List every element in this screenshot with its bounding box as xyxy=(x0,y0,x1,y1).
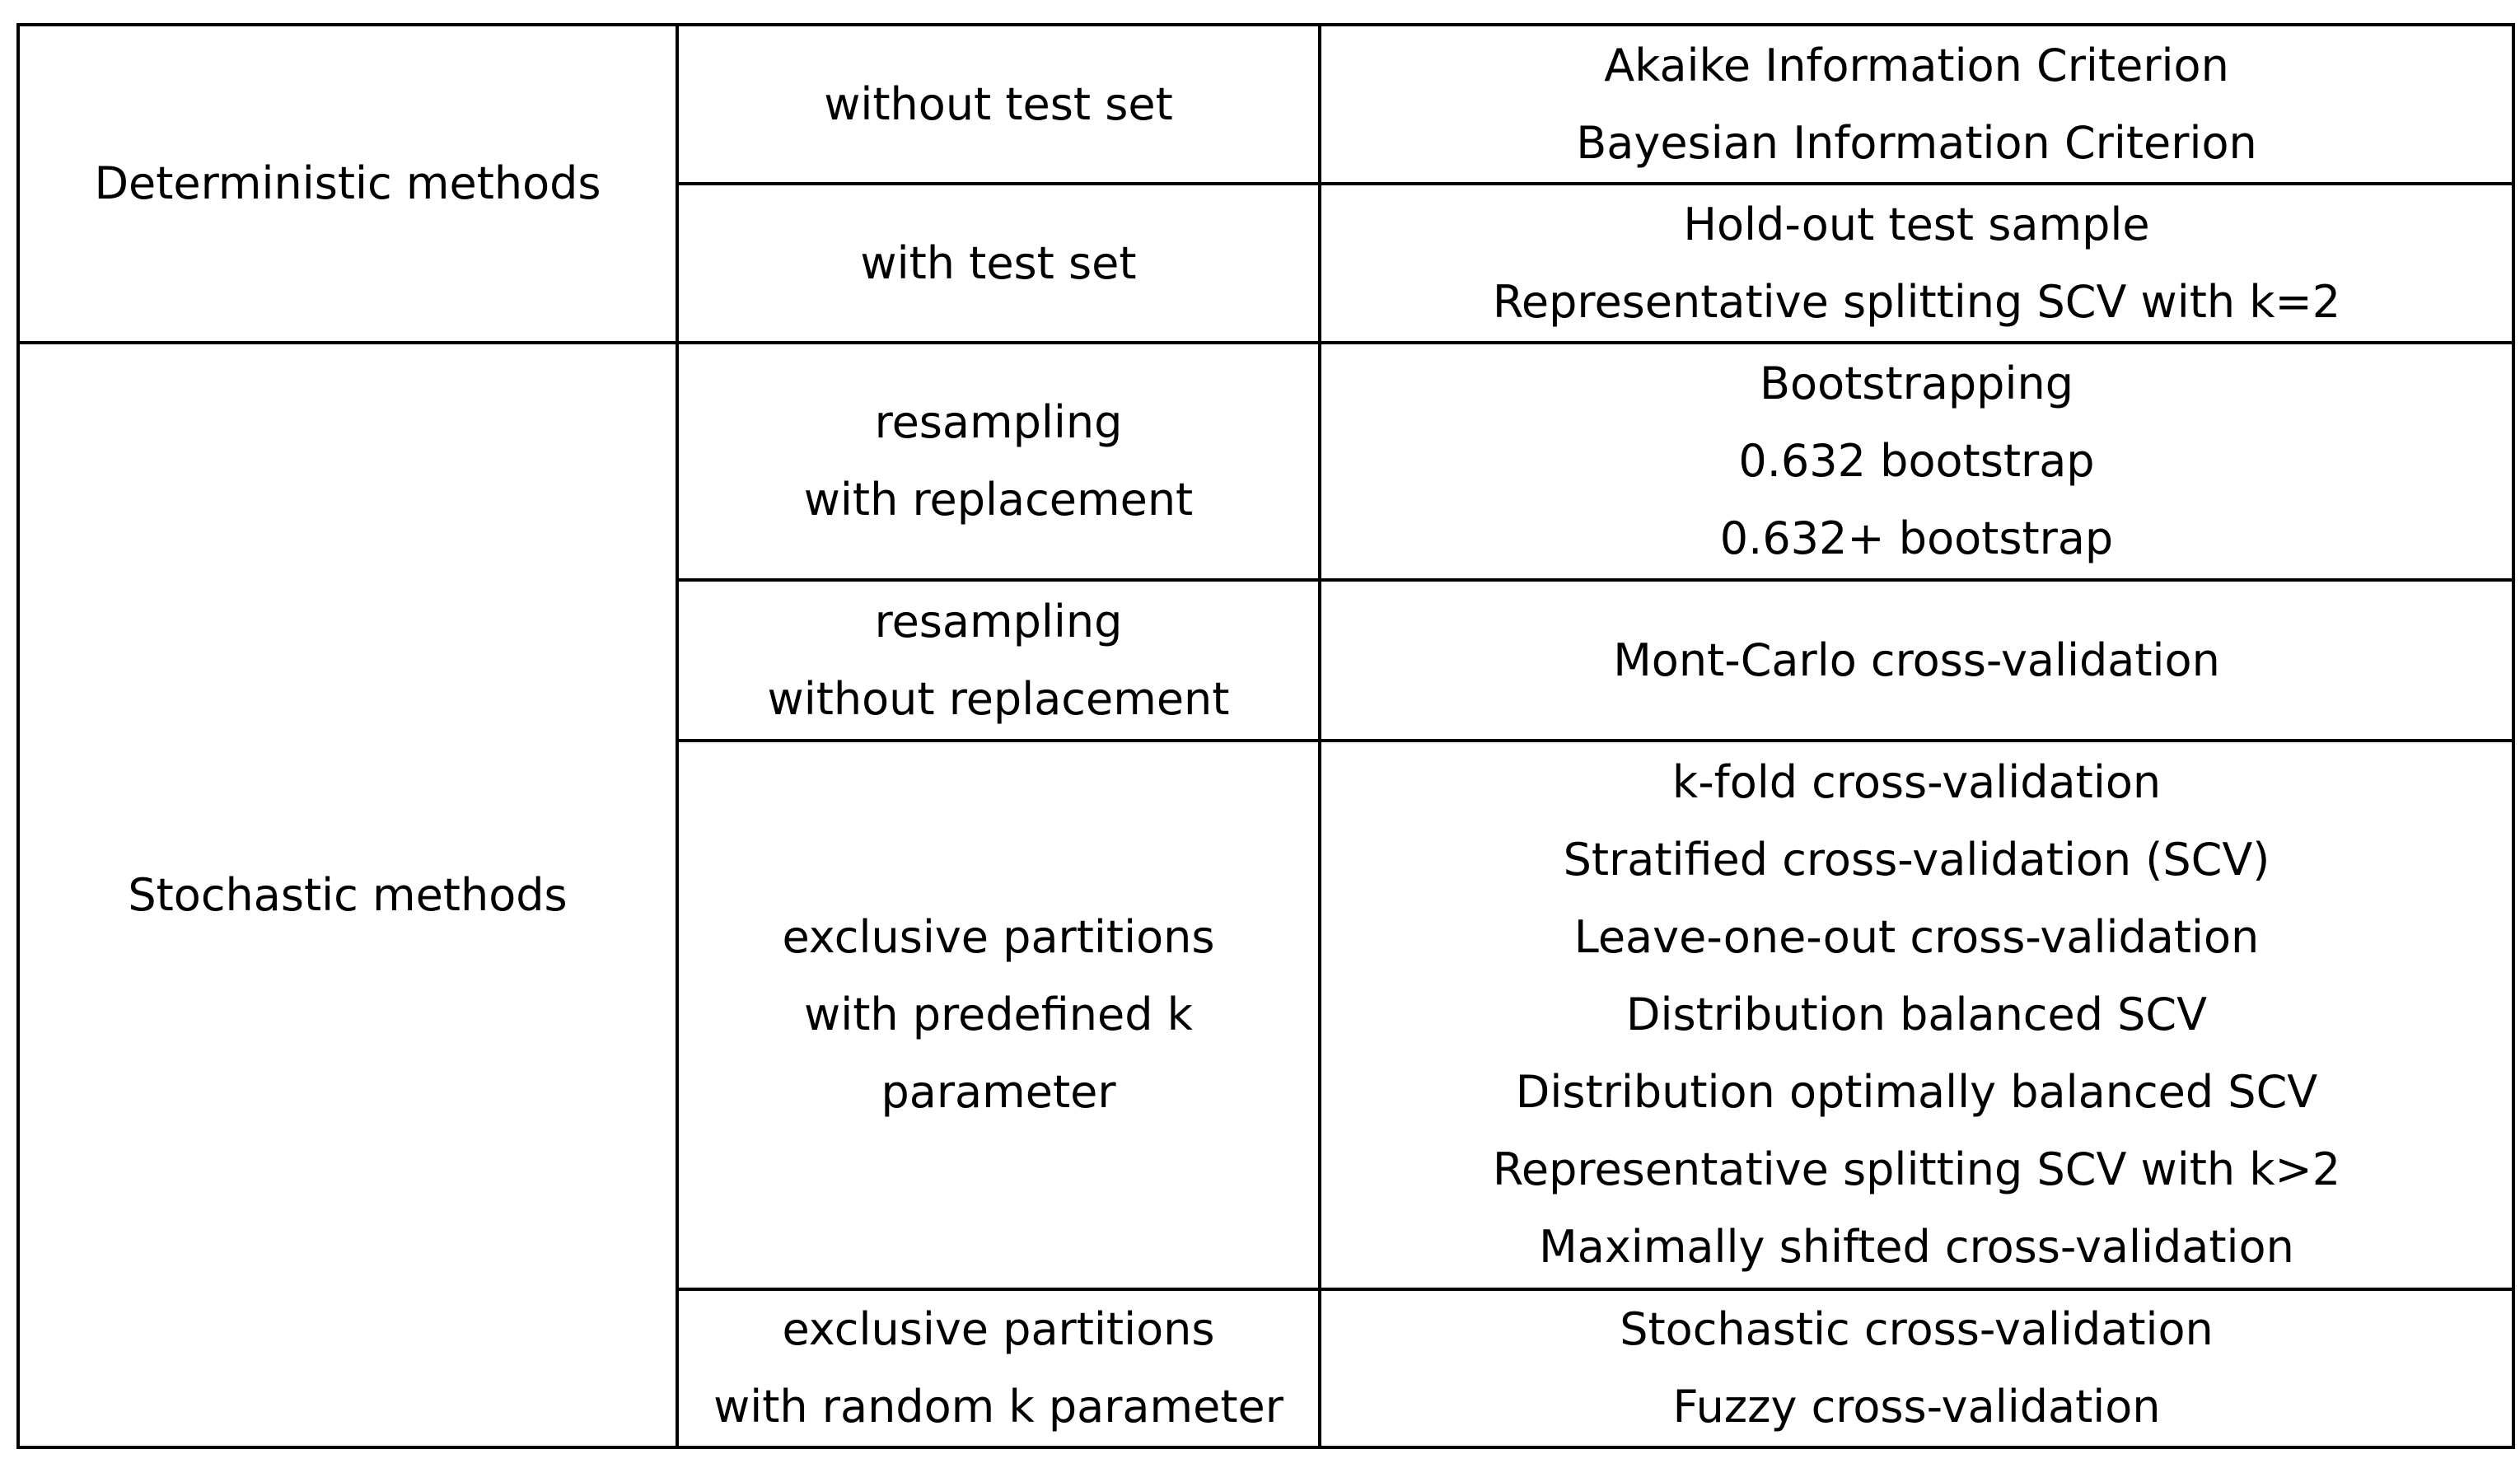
method-label: Hold-out test sample xyxy=(1683,198,2150,250)
subcategory-cell xyxy=(677,741,1320,1289)
table-row xyxy=(18,25,2513,184)
subcategory-label: with test set xyxy=(860,236,1137,289)
subcategory-label: without test set xyxy=(824,77,1173,130)
method-label: Stratified cross-validation (SCV) xyxy=(1563,834,2270,886)
category-cell-stochastic xyxy=(18,343,677,1447)
subcategory-label: resampling xyxy=(874,595,1123,648)
subcategory-label: without replacement xyxy=(767,672,1230,725)
subcategory-cell xyxy=(677,1289,1320,1447)
category-label: Deterministic methods xyxy=(94,157,601,209)
method-label: 0.632 bootstrap xyxy=(1738,435,2095,487)
methods-cell xyxy=(1320,1289,2513,1447)
subcategory-label: with replacement xyxy=(803,474,1194,526)
subcategory-label: with predefined k xyxy=(804,989,1193,1040)
subcategory-cell xyxy=(677,25,1320,184)
methods-cell xyxy=(1320,25,2513,184)
method-label: Representative splitting SCV with k>2 xyxy=(1492,1143,2341,1195)
subcategory-cell xyxy=(677,343,1320,580)
methods-cell xyxy=(1320,741,2513,1289)
subcategory-label: resampling xyxy=(874,396,1123,448)
methods-cell xyxy=(1320,184,2513,343)
method-label: Fuzzy cross-validation xyxy=(1672,1381,2161,1433)
subcategory-label: parameter xyxy=(881,1066,1116,1118)
method-label: Stochastic cross-validation xyxy=(1620,1303,2214,1355)
subcategory-label: with random k parameter xyxy=(713,1381,1283,1433)
subcategory-cell xyxy=(677,184,1320,343)
methods-table xyxy=(16,23,2515,1449)
method-label: Distribution optimally balanced SCV xyxy=(1515,1066,2318,1118)
method-label: k-fold cross-validation xyxy=(1671,756,2162,808)
method-label: Maximally shifted cross-validation xyxy=(1539,1221,2294,1273)
methods-cell xyxy=(1320,580,2513,741)
method-label: Mont-Carlo cross-validation xyxy=(1613,633,2220,686)
method-label: Leave-one-out cross-validation xyxy=(1573,911,2260,963)
method-label: Akaike Information Criterion xyxy=(1604,39,2229,91)
method-label: Distribution balanced SCV xyxy=(1625,989,2208,1040)
subcategory-cell xyxy=(677,580,1320,741)
method-label: Bayesian Information Criterion xyxy=(1576,116,2257,169)
subcategory-label: exclusive partitions xyxy=(782,911,1215,963)
category-cell-deterministic xyxy=(18,25,677,343)
table-row xyxy=(18,343,2513,580)
method-label: Representative splitting SCV with k=2 xyxy=(1492,275,2341,328)
category-label: Stochastic methods xyxy=(128,868,568,921)
method-label: 0.632+ bootstrap xyxy=(1719,512,2114,564)
subcategory-label: exclusive partitions xyxy=(782,1303,1215,1355)
method-label: Bootstrapping xyxy=(1760,358,2074,409)
methods-cell xyxy=(1320,343,2513,580)
